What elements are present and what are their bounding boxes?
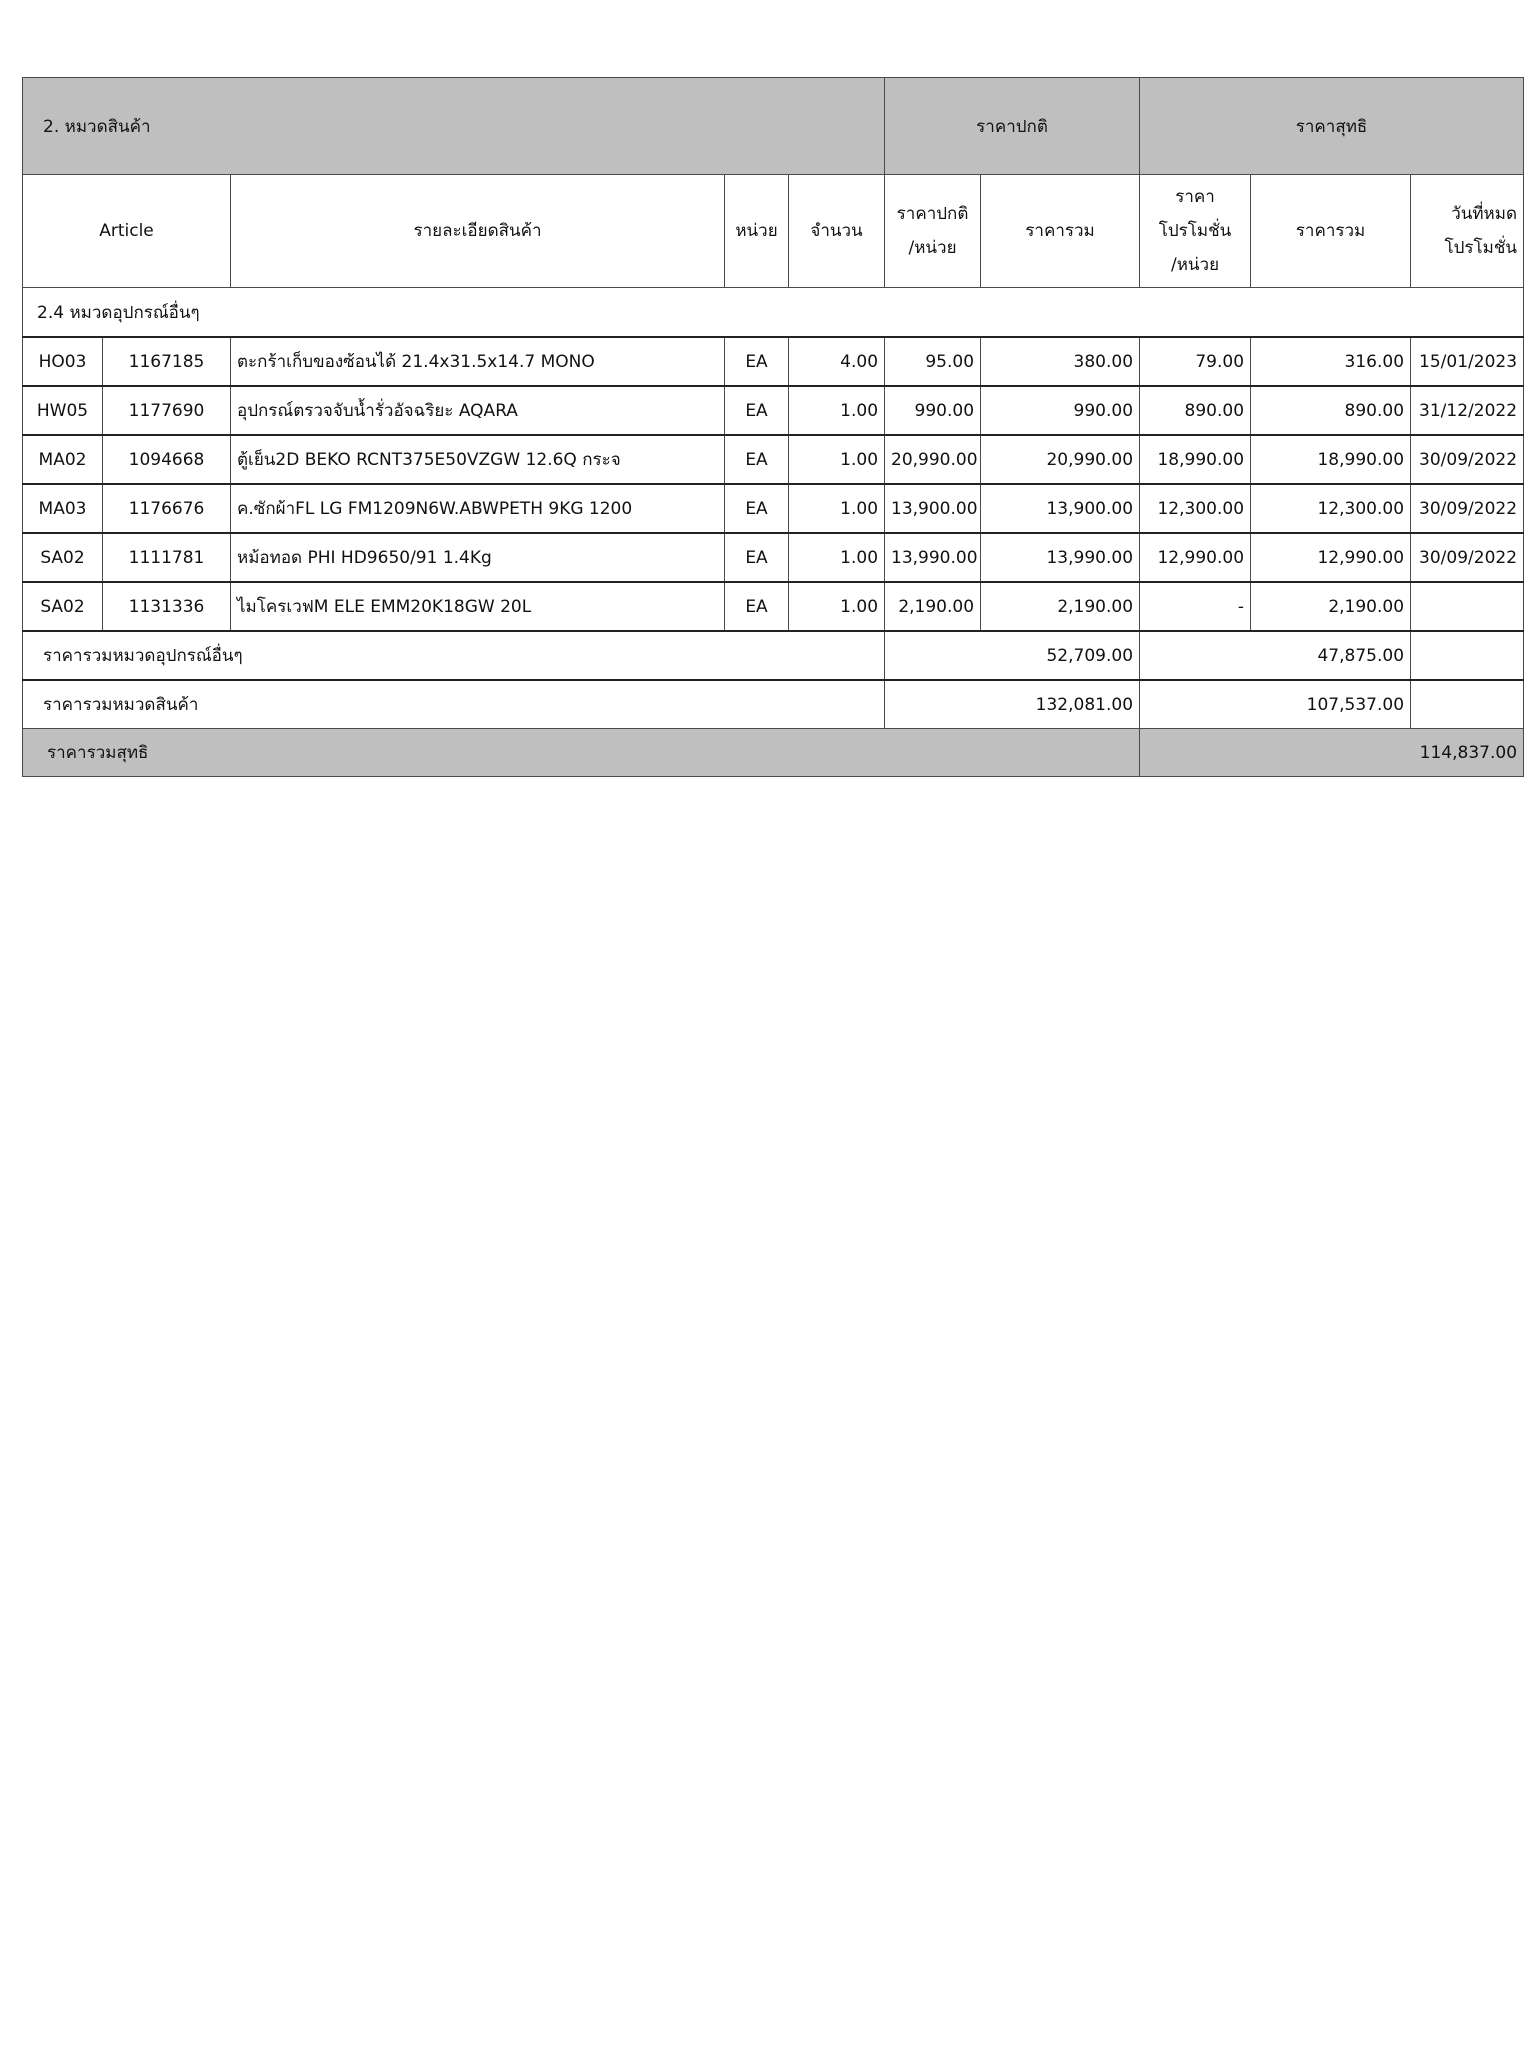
item-unit: EA — [725, 533, 789, 582]
price-table — [22, 77, 1524, 777]
item-normal-total: 2,190.00 — [981, 582, 1140, 631]
table-row — [23, 435, 1524, 484]
item-promo-unit-price: 12,300.00 — [1140, 484, 1251, 533]
item-promo-end: 30/09/2022 — [1411, 435, 1524, 484]
item-quantity: 1.00 — [789, 533, 885, 582]
item-promo-end: 31/12/2022 — [1411, 386, 1524, 435]
item-unit: EA — [725, 484, 789, 533]
table-row — [23, 337, 1524, 386]
item-promo-unit-price: 79.00 — [1140, 337, 1251, 386]
item-net-total: 890.00 — [1251, 386, 1411, 435]
item-code: SA02 — [23, 533, 103, 582]
col-promo-unit-price — [1140, 175, 1251, 288]
table-row — [23, 386, 1524, 435]
grand-total-label: ราคารวมสุทธิ — [23, 729, 1140, 777]
item-normal-unit-price: 990.00 — [885, 386, 981, 435]
grand-total-row — [23, 729, 1524, 777]
category-total-row — [23, 680, 1524, 729]
category-total-net: 107,537.00 — [1140, 680, 1411, 729]
col-net-total: ราคารวม — [1251, 175, 1411, 288]
item-net-total: 18,990.00 — [1251, 435, 1411, 484]
col-promo-end-line2: โปรโมชั่น — [1444, 238, 1518, 258]
col-normal-unit-price — [885, 175, 981, 288]
item-quantity: 1.00 — [789, 435, 885, 484]
item-code: HW05 — [23, 386, 103, 435]
item-promo-unit-price: 12,990.00 — [1140, 533, 1251, 582]
item-code: MA02 — [23, 435, 103, 484]
col-promo-unit-price-line1: ราคา — [1175, 187, 1215, 207]
item-normal-total: 380.00 — [981, 337, 1140, 386]
normal-price-group-header: ราคาปกติ — [885, 78, 1140, 175]
item-code: SA02 — [23, 582, 103, 631]
table-row — [23, 533, 1524, 582]
item-normal-total: 13,900.00 — [981, 484, 1140, 533]
item-normal-unit-price: 13,900.00 — [885, 484, 981, 533]
item-normal-total: 13,990.00 — [981, 533, 1140, 582]
item-normal-unit-price: 2,190.00 — [885, 582, 981, 631]
grand-total-value: 114,837.00 — [1140, 729, 1524, 777]
item-promo-end: 15/01/2023 — [1411, 337, 1524, 386]
item-article: 1131336 — [103, 582, 231, 631]
item-article: 1176676 — [103, 484, 231, 533]
item-promo-unit-price: 890.00 — [1140, 386, 1251, 435]
subtotal-row — [23, 631, 1524, 680]
subtotal-label: ราคารวมหมวดอุปกรณ์อื่นๆ — [23, 631, 885, 680]
item-description: ตู้เย็น2D BEKO RCNT375E50VZGW 12.6Q กระจ — [231, 435, 725, 484]
table-row — [23, 582, 1524, 631]
subtotal-normal: 52,709.00 — [885, 631, 1140, 680]
item-promo-end — [1411, 582, 1524, 631]
item-code: HO03 — [23, 337, 103, 386]
category-total-normal: 132,081.00 — [885, 680, 1140, 729]
col-promo-unit-price-line2: โปรโมชั่น — [1158, 221, 1232, 241]
items-body — [23, 337, 1524, 631]
col-normal-unit-price-line2: /หน่วย — [908, 238, 957, 258]
col-normal-total: ราคารวม — [981, 175, 1140, 288]
item-description: หม้อทอด PHI HD9650/91 1.4Kg — [231, 533, 725, 582]
item-unit: EA — [725, 386, 789, 435]
category-title: 2. หมวดสินค้า — [23, 78, 885, 175]
col-promo-end-line1: วันที่หมด — [1451, 204, 1518, 224]
item-quantity: 1.00 — [789, 582, 885, 631]
col-unit: หน่วย — [725, 175, 789, 288]
item-article: 1167185 — [103, 337, 231, 386]
table-row — [23, 484, 1524, 533]
section-title: 2.4 หมวดอุปกรณ์อื่นๆ — [23, 288, 1524, 338]
item-normal-total: 990.00 — [981, 386, 1140, 435]
net-price-group-header: ราคาสุทธิ — [1140, 78, 1524, 175]
subtotal-empty — [1411, 631, 1524, 680]
item-promo-unit-price: 18,990.00 — [1140, 435, 1251, 484]
item-normal-unit-price: 20,990.00 — [885, 435, 981, 484]
table-title-row — [23, 78, 1524, 175]
item-quantity: 4.00 — [789, 337, 885, 386]
col-normal-unit-price-line1: ราคาปกติ — [896, 204, 969, 224]
col-description: รายละเอียดสินค้า — [231, 175, 725, 288]
item-net-total: 12,990.00 — [1251, 533, 1411, 582]
item-normal-unit-price: 95.00 — [885, 337, 981, 386]
item-article: 1177690 — [103, 386, 231, 435]
item-net-total: 2,190.00 — [1251, 582, 1411, 631]
col-article: Article — [23, 175, 231, 288]
section-row — [23, 288, 1524, 338]
col-promo-unit-price-line3: /หน่วย — [1170, 255, 1220, 275]
item-description: อุปกรณ์ตรวจจับน้ำรั่วอัจฉริยะ AQARA — [231, 386, 725, 435]
item-description: ตะกร้าเก็บของซ้อนได้ 21.4x31.5x14.7 MONO — [231, 337, 725, 386]
item-article: 1094668 — [103, 435, 231, 484]
category-total-label: ราคารวมหมวดสินค้า — [23, 680, 885, 729]
item-code: MA03 — [23, 484, 103, 533]
item-quantity: 1.00 — [789, 484, 885, 533]
item-description: ค.ซักผ้าFL LG FM1209N6W.ABWPETH 9KG 1200 — [231, 484, 725, 533]
item-promo-end: 30/09/2022 — [1411, 484, 1524, 533]
col-promo-end — [1411, 175, 1524, 288]
category-total-empty — [1411, 680, 1524, 729]
item-net-total: 316.00 — [1251, 337, 1411, 386]
item-unit: EA — [725, 582, 789, 631]
item-description: ไมโครเวฟM ELE EMM20K18GW 20L — [231, 582, 725, 631]
item-net-total: 12,300.00 — [1251, 484, 1411, 533]
col-quantity: จำนวน — [789, 175, 885, 288]
subtotal-net: 47,875.00 — [1140, 631, 1411, 680]
column-header-row — [23, 175, 1524, 288]
item-quantity: 1.00 — [789, 386, 885, 435]
item-normal-unit-price: 13,990.00 — [885, 533, 981, 582]
item-promo-unit-price: - — [1140, 582, 1251, 631]
item-unit: EA — [725, 435, 789, 484]
item-normal-total: 20,990.00 — [981, 435, 1140, 484]
item-unit: EA — [725, 337, 789, 386]
item-promo-end: 30/09/2022 — [1411, 533, 1524, 582]
item-article: 1111781 — [103, 533, 231, 582]
